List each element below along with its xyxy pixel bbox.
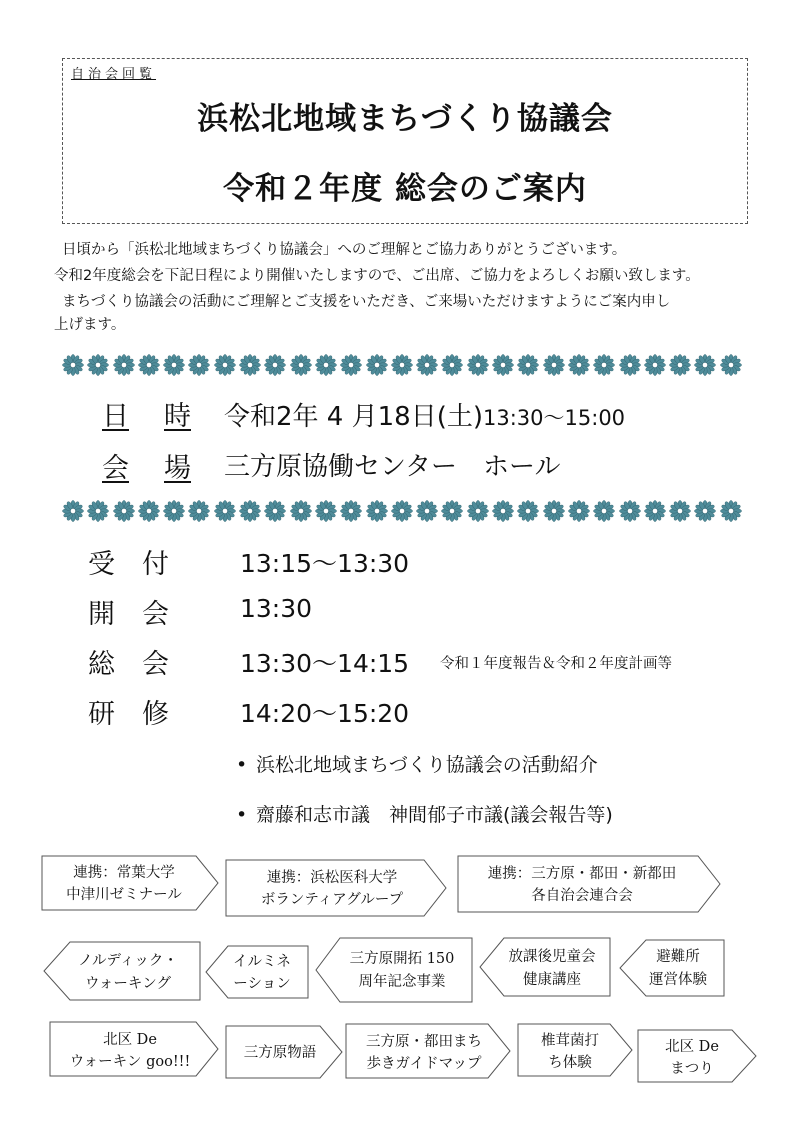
intro-line-1: 日頃から「浜松北地域まちづくり協議会」へのご理解とご協力ありがとうございます。 — [62, 242, 627, 258]
page-title-line2: 令和２年度 総会のご案内 — [223, 171, 587, 207]
schedule-note-general-meeting: 令和１年度報告＆令和２年度計画等 — [440, 656, 672, 672]
activity-box-evacuation — [620, 940, 724, 996]
activity-box-federation — [458, 856, 720, 912]
intro-line-2: 令和2年度総会を下記日程により開催いたしますので、ご出席、ご協力をよろしくお願い致します。 — [54, 268, 700, 284]
date-text: 令和2年 4 月18日(土) — [224, 402, 483, 432]
date-label-2: 時 — [164, 401, 191, 432]
date-time: 13:30～15:00 — [483, 406, 626, 430]
activity-text: 連携：三方原・都田・新都田 — [487, 866, 677, 882]
activity-box-hamamatsu-medical — [226, 860, 446, 916]
activity-text: ノルディック・ — [78, 953, 178, 969]
training-item-text: 齋藤和志市議 神間郁子市議(議会報告等) — [256, 804, 613, 826]
activity-box-tokoha — [42, 856, 218, 910]
activity-text: 歩きガイドマップ — [366, 1056, 482, 1072]
activity-text: 避難所 — [656, 949, 700, 965]
schedule-label-training: 研 修 — [88, 699, 169, 730]
bullet-icon: • — [236, 754, 248, 776]
activity-text: ウォーキング — [85, 976, 171, 992]
circulation-label: 自治会回覧 — [71, 67, 157, 82]
intro-line-4: 上げます。 — [54, 317, 126, 333]
activity-text: イルミネ — [233, 954, 291, 970]
activity-text: ち体験 — [548, 1055, 592, 1071]
venue-value: 三方原協働センター ホール — [224, 452, 561, 482]
activity-box-illumination — [206, 946, 308, 998]
activity-box-after-school — [480, 938, 610, 996]
activity-box-shiitake — [518, 1024, 632, 1076]
activity-text: ーション — [233, 976, 291, 992]
activity-text: まつり — [670, 1061, 714, 1077]
venue-label-1: 会 — [102, 453, 129, 484]
activity-box-nordic-walking — [44, 942, 200, 1000]
activity-box-kitaku-walking — [50, 1022, 218, 1076]
activity-text: 放課後児童会 — [508, 949, 596, 965]
activity-text: ボランティアグループ — [260, 892, 404, 908]
activity-text: 連携：浜松医科大学 — [266, 870, 398, 886]
activity-text: 三方原物語 — [243, 1045, 317, 1061]
intro-line-3: まちづくり協議会の活動にご理解とご支援をいただき、ご来場いただけますようにご案内申し — [62, 294, 671, 310]
activity-text: 周年記念事業 — [358, 974, 446, 990]
activity-text: 北区 De — [103, 1032, 157, 1048]
activity-text: 中津川ゼミナール — [66, 887, 182, 903]
activity-text: ウォーキン goo!!! — [69, 1054, 191, 1070]
activity-text: 椎茸菌打 — [541, 1033, 599, 1049]
training-item-text: 浜松北地域まちづくり協議会の活動紹介 — [256, 754, 598, 776]
schedule-time-general-meeting: 13:30～14:15 — [240, 649, 410, 678]
bullet-icon: • — [236, 804, 248, 826]
activity-text: 運営体験 — [649, 972, 707, 988]
activity-text: 連携：常葉大学 — [73, 865, 175, 881]
activity-box-mikatahara-story — [226, 1026, 342, 1078]
schedule-time-reception: 13:15～13:30 — [240, 549, 410, 578]
schedule-label-reception: 受 付 — [88, 549, 169, 580]
schedule-time-opening: 13:30 — [240, 594, 313, 623]
activity-box-kitaku-festival — [638, 1030, 756, 1082]
activity-box-150th — [316, 938, 472, 1002]
activity-text: 北区 De — [665, 1039, 719, 1055]
venue-label-2: 場 — [164, 453, 191, 484]
activity-text: 三方原開拓 150 — [349, 951, 455, 967]
activity-text: 健康講座 — [523, 972, 581, 988]
schedule-label-general-meeting: 総 会 — [88, 649, 169, 680]
activity-text: 三方原・都田まち — [366, 1034, 482, 1050]
page-title-line1: 浜松北地域まちづくり協議会 — [197, 101, 613, 137]
activity-text: 各自治会連合会 — [531, 888, 633, 904]
schedule-label-opening: 開 会 — [88, 599, 169, 630]
activity-box-guide-map — [346, 1024, 510, 1078]
date-label-1: 日 — [102, 401, 129, 432]
schedule-time-training: 14:20～15:20 — [240, 699, 410, 728]
